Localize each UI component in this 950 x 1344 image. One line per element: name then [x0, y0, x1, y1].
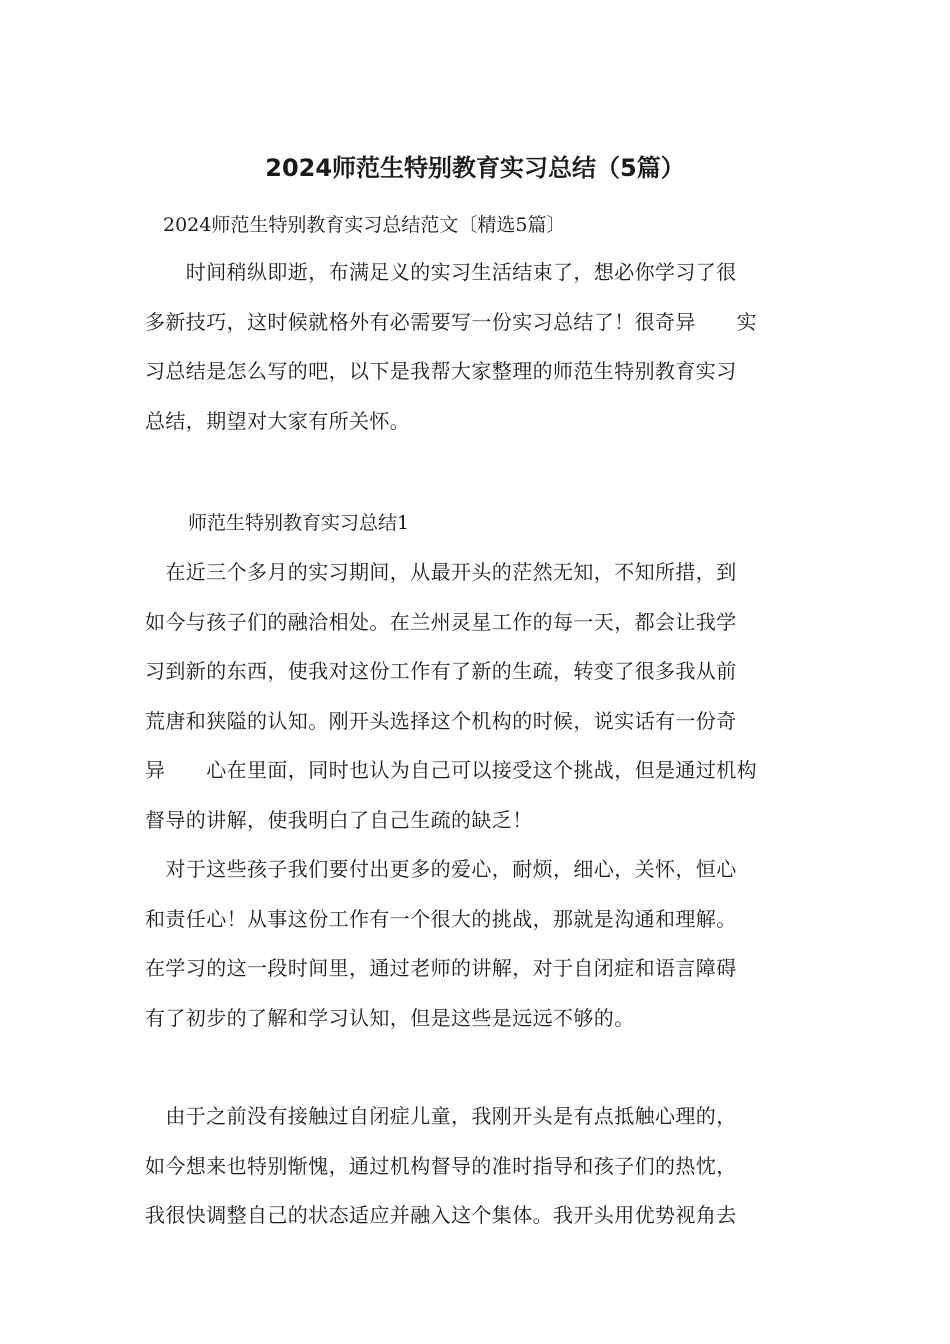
paragraph-line: 有了初步的了解和学习认知，但是这些是远远不够的。 — [145, 1005, 635, 1030]
paragraph-line: 由于之前没有接触过自闭症儿童，我刚开头是有点抵触心理的， — [145, 1104, 737, 1128]
intro-line: 习总结是怎么写的吧，以下是我帮大家整理的师范生特别教育实习 — [145, 359, 737, 383]
intro-line: 时间稍纵即逝，布满足义的实习生活结束了，想必你学习了很 — [145, 260, 737, 284]
paragraph-line: 督导的讲解，使我明白了自己生疏的缺乏！ — [145, 807, 533, 832]
paragraph-line: 和责任心！从事这份工作有一个很大的挑战，那就是沟通和理解。 — [145, 906, 737, 931]
paragraph-line: 如今想来也特别惭愧，通过机构督导的准时指导和孩子们的热忱， — [145, 1153, 737, 1178]
paragraph-line: 如今与孩子们的融洽相处。在兰州灵星工作的每一天，都会让我学 — [145, 609, 737, 634]
body-paragraph-2 — [145, 845, 810, 1043]
document-subtitle: 2024师范生特别教育实习总结范文〔精选5篇〕 — [163, 214, 566, 236]
section-heading: 师范生特别教育实习总结1 — [188, 512, 410, 534]
paragraph-line: 异 心在里面，同时也认为自己可以接受这个挑战，但是通过机构 — [145, 758, 757, 782]
intro-line: 总结，期望对大家有所关怀。 — [145, 408, 411, 433]
paragraph-line: 荒唐和狭隘的认知。刚开头选择这个机构的时候，说实话有一份奇 — [145, 708, 737, 733]
document-title: 2024师范生特别教育实习总结（5篇） — [265, 154, 685, 182]
paragraph-line: 我很快调整自己的状态适应并融入这个集体。我开头用优势视角去 — [145, 1203, 737, 1227]
body-paragraph-3 — [145, 1092, 810, 1241]
paragraph-line: 习到新的东西，使我对这份工作有了新的生疏，转变了很多我从前 — [145, 659, 737, 683]
body-paragraph-1 — [145, 548, 810, 845]
paragraph-line: 在学习的这一段时间里，通过老师的讲解，对于自闭症和语言障碍 — [145, 956, 737, 980]
intro-line: 多新技巧，这时候就格外有必需要写一份实习总结了！很奇异 实 — [145, 309, 757, 334]
intro-paragraph — [145, 248, 810, 446]
paragraph-line: 对于这些孩子我们要付出更多的爱心，耐烦，细心，关怀，恒心 — [145, 857, 737, 881]
paragraph-line: 在近三个多月的实习期间，从最开头的茫然无知，不知所措，到 — [145, 560, 737, 584]
